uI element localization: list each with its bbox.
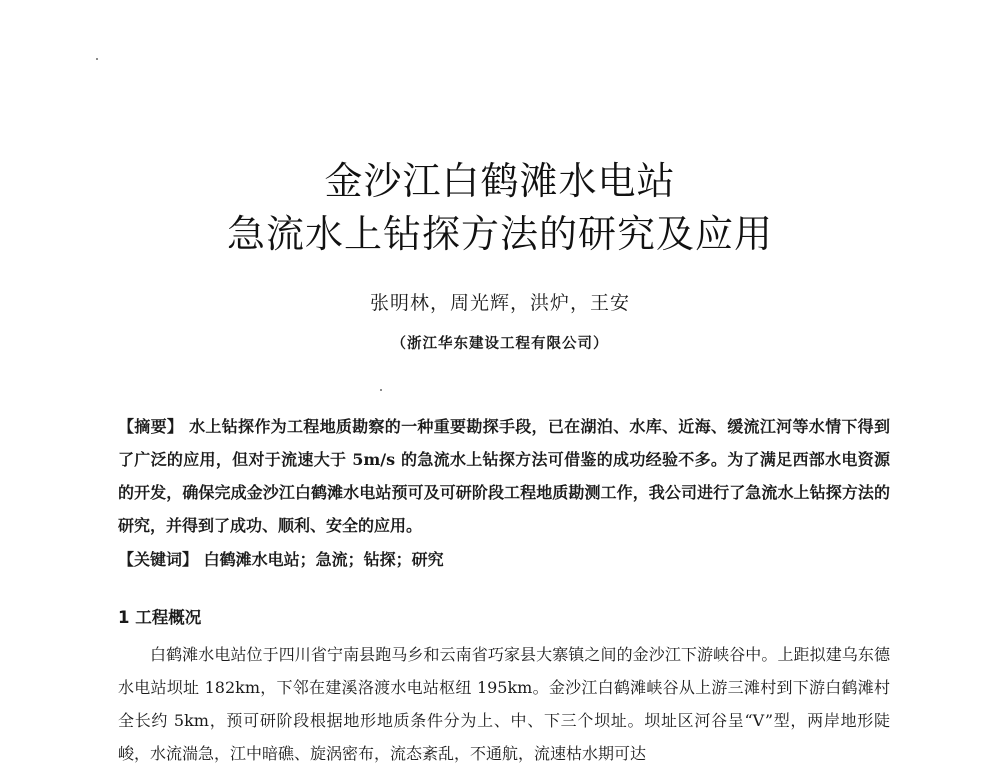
section-heading: 1 工程概况 [118, 608, 202, 627]
paper-title-line-2: 急流水上钻探方法的研究及应用 [226, 212, 773, 256]
keywords-text: 白鹤滩水电站；急流；钻探；研究 [203, 550, 444, 569]
author-list: 张明林，周光辉，洪炉，王安 [369, 292, 630, 314]
scan-speck [96, 58, 98, 60]
section-paragraph: 白鹤滩水电站位于四川省宁南县跑马乡和云南省巧家县大寨镇之间的金沙江下游峡谷中。上距拟建乌东德水电站坝址 182km，下邻在建溪洛渡水电站枢纽 195km。金沙江白鹤滩峡谷从上游三滩村到下游白鹤滩村全长约 5km，预可研阶段根据地形地质条件分为上、中、下三个坝址。坝址区河谷呈“V”型，两岸地形陡峻，水流湍急，江中暗礁、旋涡密布，流态紊乱，不通航，流速枯水期可达 [118, 645, 890, 763]
abstract [118, 410, 890, 542]
affiliation: （浙江华东建设工程有限公司） [391, 335, 609, 352]
keywords [118, 543, 890, 576]
abstract-label: 【摘要】 [118, 417, 184, 436]
keywords-label: 【关键词】 [118, 550, 199, 569]
abstract-text: 水上钻探作为工程地质勘察的一种重要勘探手段，已在湖泊、水库、近海、缓流江河等水情下得到了广泛的应用，但对于流速大于 5m/s 的急流水上钻探方法可借鉴的成功经验不多。为了满足西部水电资源的开发，确保完成金沙江白鹤滩水电站预可及可研阶段工程地质勘测工作，我公司进行了急流水上钻探方法的研究，并得到了成功、顺利、安全的应用。 [118, 417, 890, 535]
paper-title-line-1: 金沙江白鹤滩水电站 [324, 159, 676, 203]
scan-speck [380, 389, 382, 391]
